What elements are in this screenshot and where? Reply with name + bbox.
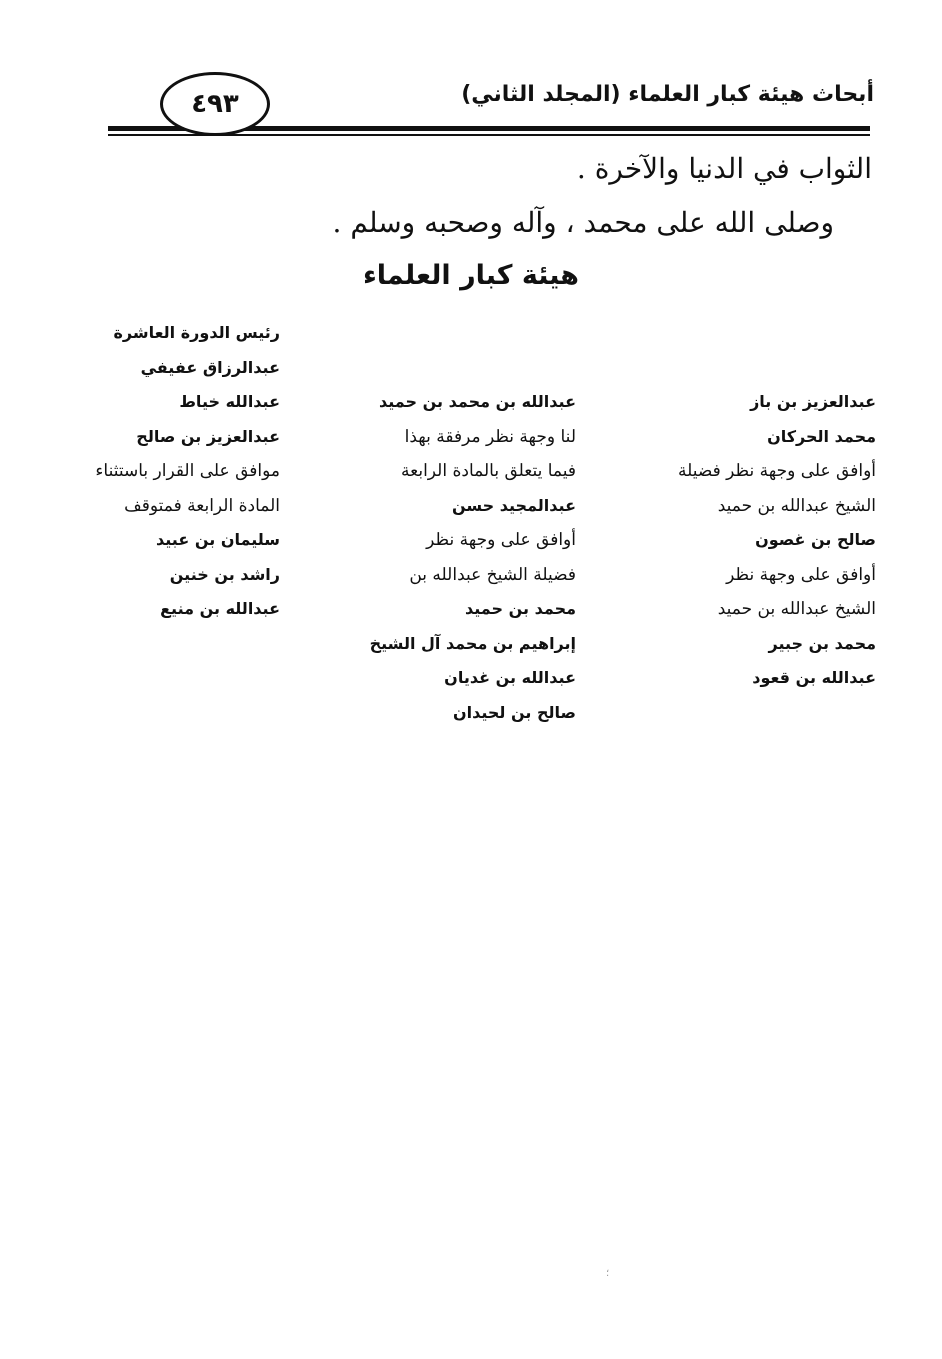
signature-line: سليمان بن عبيد — [156, 530, 280, 549]
signature-line: عبدالله بن غديان — [444, 668, 576, 687]
signature-line: المادة الرابعة فمتوقف — [124, 495, 280, 516]
signature-line: راشد بن خنين — [169, 564, 280, 584]
running-header-title: أبحاث هيئة كبار العلماء (المجلد الثاني) — [461, 82, 874, 107]
signature-line: محمد الحركان — [767, 426, 876, 446]
signature-line: فيما يتعلق بالمادة الرابعة — [401, 461, 576, 481]
signature-line: عبدالله بن قعود — [752, 668, 876, 687]
signature-line: الشيخ عبدالله بن حميد — [717, 599, 876, 619]
signature-line: موافق على القرار باستثناء — [95, 461, 280, 481]
council-title: هيئة كبار العلماء — [362, 260, 580, 291]
signature-line: إبراهيم بن محمد آل الشيخ — [369, 633, 576, 653]
signature-line: أوافق على وجهة نظر فضيلة — [678, 461, 876, 481]
signature-line: صالح بن لحيدان — [452, 702, 576, 722]
signature-line: عبدالله خياط — [179, 392, 280, 411]
signature-line: محمد بن حميد — [465, 599, 576, 618]
body-line-salutation: وصلى الله على محمد ، وآله وصحبه وسلم . — [332, 206, 834, 239]
signature-line: عبدالمجيد حسن — [451, 495, 576, 515]
signature-line: أوافق على وجهة نظر — [726, 564, 876, 585]
signature-line: لنا وجهة نظر مرفقة بهذا — [404, 426, 576, 447]
signature-column-middle — [370, 385, 576, 730]
footer-mark: ؛ — [606, 1268, 610, 1279]
signature-line: محمد بن جبير — [768, 633, 876, 653]
signature-line: صالح بن غصون — [755, 530, 876, 549]
body-line-reward: الثواب في الدنيا والآخرة . — [576, 152, 872, 185]
page-number-oval — [160, 72, 270, 136]
signature-line: عبدالله بن محمد بن حميد — [379, 392, 576, 411]
signature-line: الشيخ عبدالله بن حميد — [717, 495, 876, 516]
signature-line: عبدالرزاق عفيفي — [140, 357, 280, 377]
page-number: ٤٩٣ — [191, 89, 239, 119]
signature-line: عبدالله بن منيع — [160, 599, 280, 618]
signature-line: عبدالعزيز بن باز — [750, 392, 876, 411]
signature-line: عبدالعزيز بن صالح — [136, 426, 280, 446]
signature-line: أوافق على وجهة نظر — [426, 530, 576, 550]
signature-line: رئيس الدورة العاشرة — [113, 323, 280, 342]
signature-line: فضيلة الشيخ عبدالله بن — [409, 564, 576, 585]
signature-column-right — [678, 385, 876, 696]
signature-column-left — [95, 316, 280, 627]
